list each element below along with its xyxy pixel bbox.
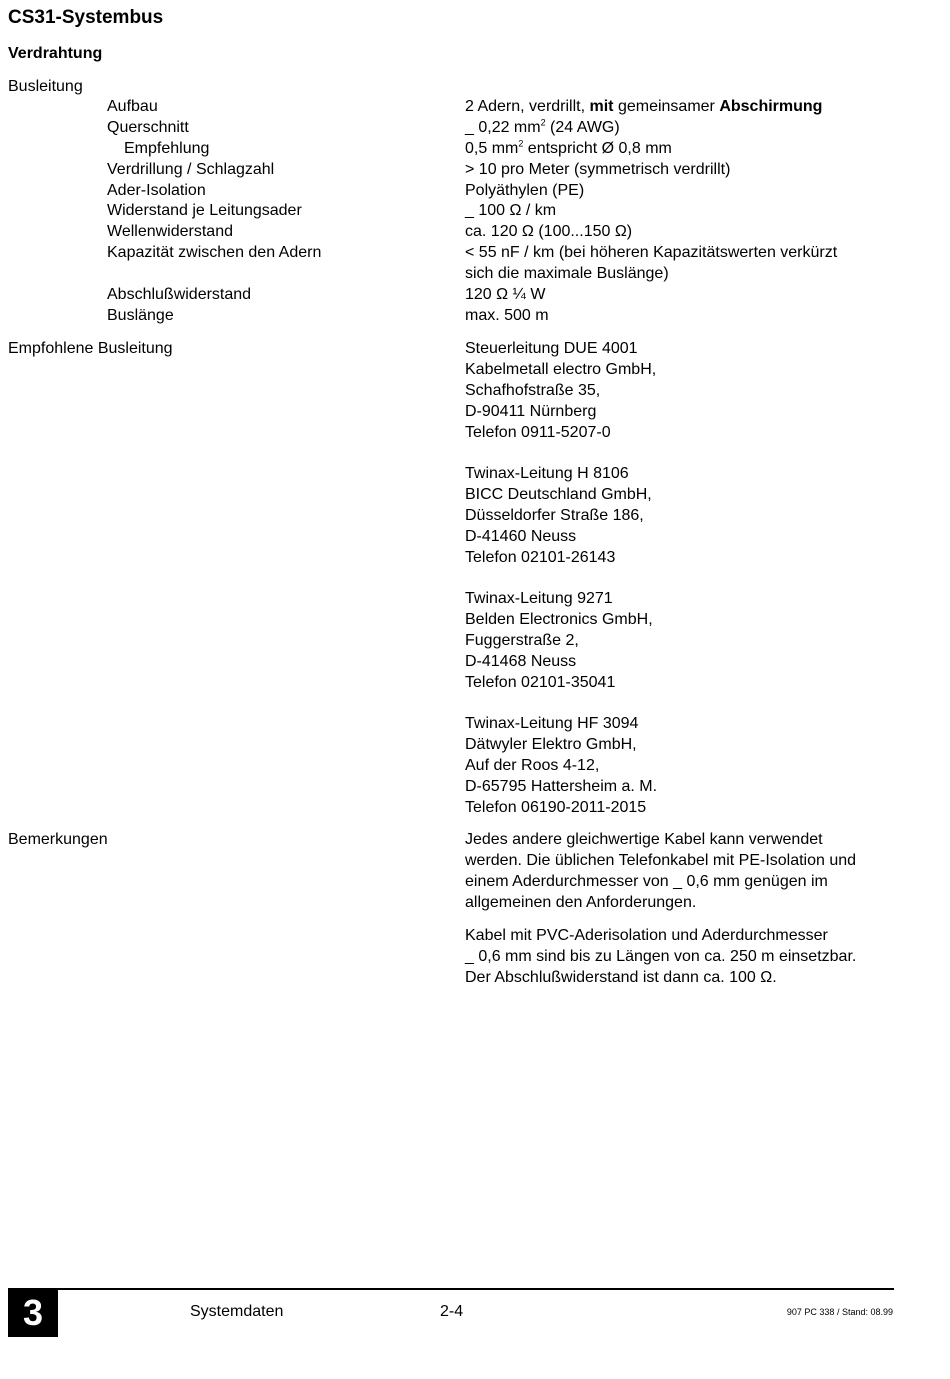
- spec-label: Wellenwiderstand: [107, 223, 233, 240]
- remarks-paragraph: Kabel mit PVC-Aderisolation und Aderdurchmesser _ 0,6 mm sind bis zu Längen von ca. 250 m einsetzbar. Der Abschlußwiderstand ist dann ca. 100 Ω.: [465, 927, 857, 986]
- cable-entry: Steuerleitung DUE 4001 Kabelmetall electro GmbH, Schafhofstraße 35, D-90411 Nürnberg Telefon 0911-5207-0: [465, 340, 657, 441]
- spec-label: Verdrillung / Schlagzahl: [107, 161, 275, 178]
- spec-value: sich die maximale Buslänge): [465, 265, 669, 282]
- spec-label: Abschlußwiderstand: [107, 286, 252, 303]
- spec-value: < 55 nF / km (bei höheren Kapazitätswerten verkürzt: [465, 244, 838, 261]
- spec-label: Ader-Isolation: [107, 182, 206, 199]
- spec-label: Empfehlung: [124, 140, 210, 157]
- busleitung-label: Busleitung: [8, 78, 83, 95]
- footer-divider: [8, 1288, 894, 1290]
- spec-value: 0,5 $mm^2$ entspricht Ø 0,8 mm: [465, 138, 672, 157]
- chapter-number-badge: 3: [8, 1289, 58, 1337]
- page-number: 2-4: [440, 1303, 464, 1320]
- remarks-label: Bemerkungen: [8, 831, 108, 848]
- spec-value: 120 Ω ¼ W: [465, 286, 546, 303]
- spec-label: Aufbau: [107, 98, 158, 115]
- spec-value: Polyäthylen (PE): [465, 182, 585, 199]
- footer-section: Systemdaten: [190, 1303, 284, 1320]
- remarks-heading: [8, 829, 108, 850]
- spec-value: max. 500 m: [465, 307, 549, 324]
- cable-entry: Twinax-Leitung 9271 Belden Electronics GmbH, Fuggerstraße 2, D-41468 Neuss Telefon 02101-35041: [465, 590, 653, 691]
- spec-value: ca. 120 Ω (100...150 Ω): [465, 223, 633, 240]
- spec-label: Widerstand je Leitungsader: [107, 202, 302, 219]
- recommended-cable-heading: [8, 338, 173, 359]
- document-reference: 907 PC 338 / Stand: 08.99: [786, 1307, 893, 1317]
- spec-label: Querschnitt: [107, 119, 189, 136]
- spec-label: Kapazität zwischen den Adern: [107, 244, 322, 261]
- spec-value: _ 100 Ω / km: [465, 202, 557, 219]
- spec-value: 2 Adern, verdrillt, mit gemeinsamer Abschirmung: [465, 98, 823, 115]
- page-title: CS31-Systembus: [8, 7, 164, 28]
- spec-label: Buslänge: [107, 307, 174, 324]
- spec-value: _ 0,22 $mm^2$ (24 AWG): [465, 117, 620, 136]
- cable-entry: Twinax-Leitung H 8106 BICC Deutschland GmbH, Düsseldorfer Straße 186, D-41460 Neuss Telefon 02101-26143: [465, 465, 652, 566]
- spec-value: > 10 pro Meter (symmetrisch verdrillt): [465, 161, 731, 178]
- remarks-paragraph: Jedes andere gleichwertige Kabel kann verwendet werden. Die üblichen Telefonkabel mit PE-Isolation und einem Aderdurchmesser von _ 0,6 mm genügen im allgemeinen den Anforderungen.: [465, 831, 857, 911]
- cable-entry: Twinax-Leitung HF 3094 Dätwyler Elektro GmbH, Auf der Roos 4-12, D-65795 Hattersheim a. M. Telefon 06190-2011-2015: [465, 715, 658, 816]
- recommended-cable-label: Empfohlene Busleitung: [8, 340, 173, 357]
- busleitung-heading: [8, 76, 83, 97]
- section-heading: Verdrahtung: [8, 45, 103, 62]
